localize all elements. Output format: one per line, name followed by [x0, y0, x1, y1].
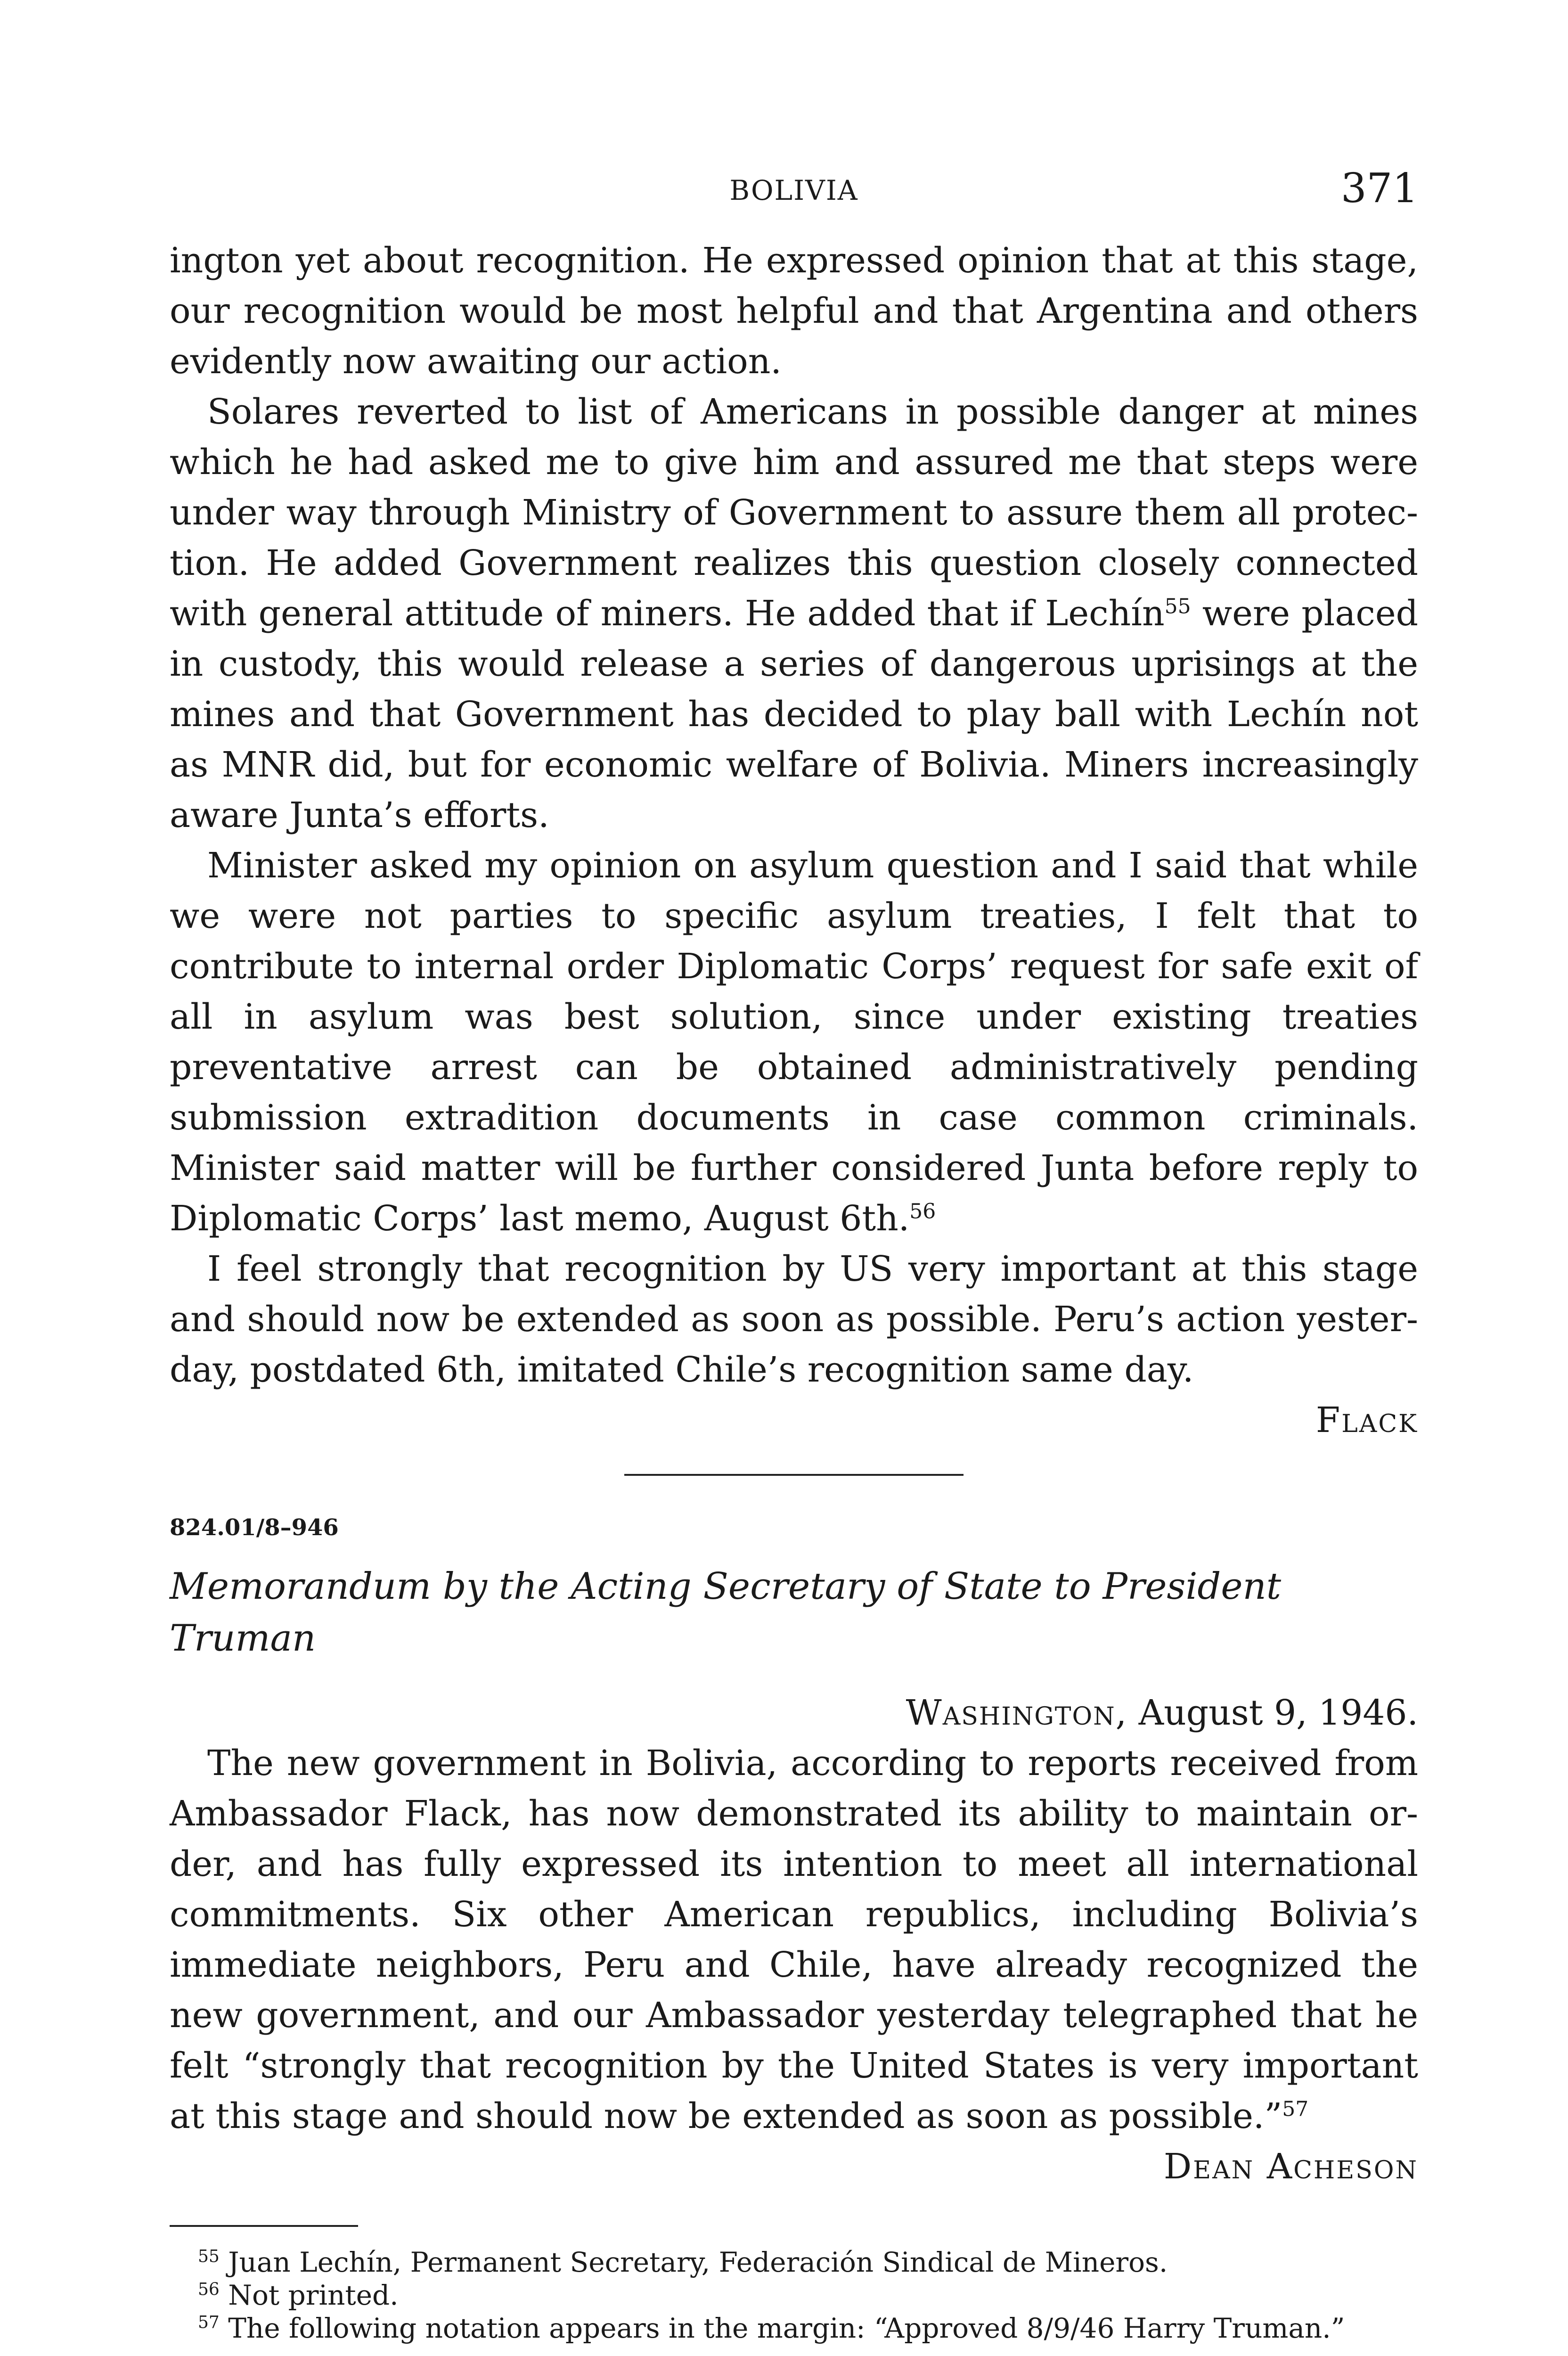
document-page — [170, 155, 1418, 2356]
telegram-paragraph-3 — [170, 841, 1418, 1244]
paragraph-text: ington yet about recognition. He expressed opinion that at this stage, our recognition would be most helpful and that Argentina and others evidently now awaiting our action. — [170, 240, 1418, 382]
memorandum-body — [170, 1738, 1418, 2142]
footnote-ref-56: 56 — [909, 1199, 936, 1224]
paragraph-text: The new government in Bolivia, according to reports received from Ambassador Flack, has now demonstrated its ability to maintain order, and has fully expressed its intention to meet all international commitments. Six other American republics, including Bolivia’s immediate neighbors, Peru and Chile, have already recognized the new government, and our Ambassador yesterday telegraphed that he felt “strongly that recognition by the United States is very important at this stage and should now be extended as soon as possible.” — [170, 1743, 1418, 2136]
footnote-text: Not printed. — [228, 2279, 399, 2311]
footnote-56 — [170, 2279, 1418, 2312]
telegram-signature: Flack — [1315, 1400, 1418, 1440]
section-divider — [624, 1474, 964, 1476]
footnote-57 — [170, 2312, 1418, 2345]
footnote-number: 56 — [198, 2280, 220, 2299]
telegram-paragraph-4 — [170, 1244, 1418, 1395]
file-number: 824.01/8–946 — [170, 1514, 339, 1541]
footnote-number: 57 — [198, 2313, 220, 2332]
paragraph-text: Minister asked my opinion on asylum question and I said that while we were not parties to specific asylum treaties, I felt that to contribute to internal order Diplomatic Corps’ request for safe exit of all in asylum was best solution, since under existing treaties preventative arrest can be obtained administratively pending submission extradition documents in case common criminals. Minister said matter will be further considered Junta before reply to Diplomatic Corps’ last memo, August 6th. — [170, 845, 1418, 1239]
dateline — [170, 1688, 1418, 1738]
footnote-ref-55: 55 — [1164, 594, 1191, 619]
memorandum-signature: Dean Acheson — [1163, 2146, 1418, 2187]
telegram-paragraph-2 — [170, 387, 1418, 841]
paragraph-text: were placed in custody, this would release a series of dangerous uprisings at the mines and that Government has decided to play ball with Lechín not as MNR did, but for economic welfare of Bolivia. Miners increasingly aware Junta’s efforts. — [170, 593, 1419, 835]
page-number: 371 — [1340, 165, 1418, 212]
running-title: BOLIVIA — [729, 174, 858, 206]
dateline-date: August 9, 1946. — [1127, 1693, 1418, 1733]
footnote-text: Juan Lechín, Permanent Secretary, Federación Sindical de Mineros. — [228, 2246, 1168, 2278]
footnote-text: The following notation appears in the margin: “Approved 8/9/46 Harry Truman.” — [228, 2312, 1345, 2344]
footnote-ref-57: 57 — [1282, 2097, 1309, 2121]
telegram-paragraph-1 — [170, 236, 1418, 387]
paragraph-text: I feel strongly that recognition by US very important at this stage and should now be extended as soon as possible. Peru’s action yesterday, postdated 6th, imitated Chile’s recognition same day. — [170, 1249, 1418, 1390]
document-heading: Memorandum by the Acting Secretary of State to President Truman — [170, 1565, 1282, 1660]
footnote-55 — [170, 2246, 1418, 2279]
footnote-divider — [170, 2225, 358, 2227]
footnotes — [170, 2246, 1418, 2345]
memorandum-paragraph-1 — [170, 1738, 1418, 2142]
running-head — [170, 155, 1418, 236]
telegram-body — [170, 236, 1418, 1395]
dateline-place: Washington, — [906, 1693, 1128, 1733]
paragraph-text: Solares reverted to list of Americans in possible danger at mines which he had asked me to give him and assured me that steps were under way through Ministry of Government to assure them all protection. He added Government realizes this question closely connected with general attitude of miners. He added that if Lechín — [170, 392, 1418, 634]
footnote-number: 55 — [198, 2247, 220, 2266]
